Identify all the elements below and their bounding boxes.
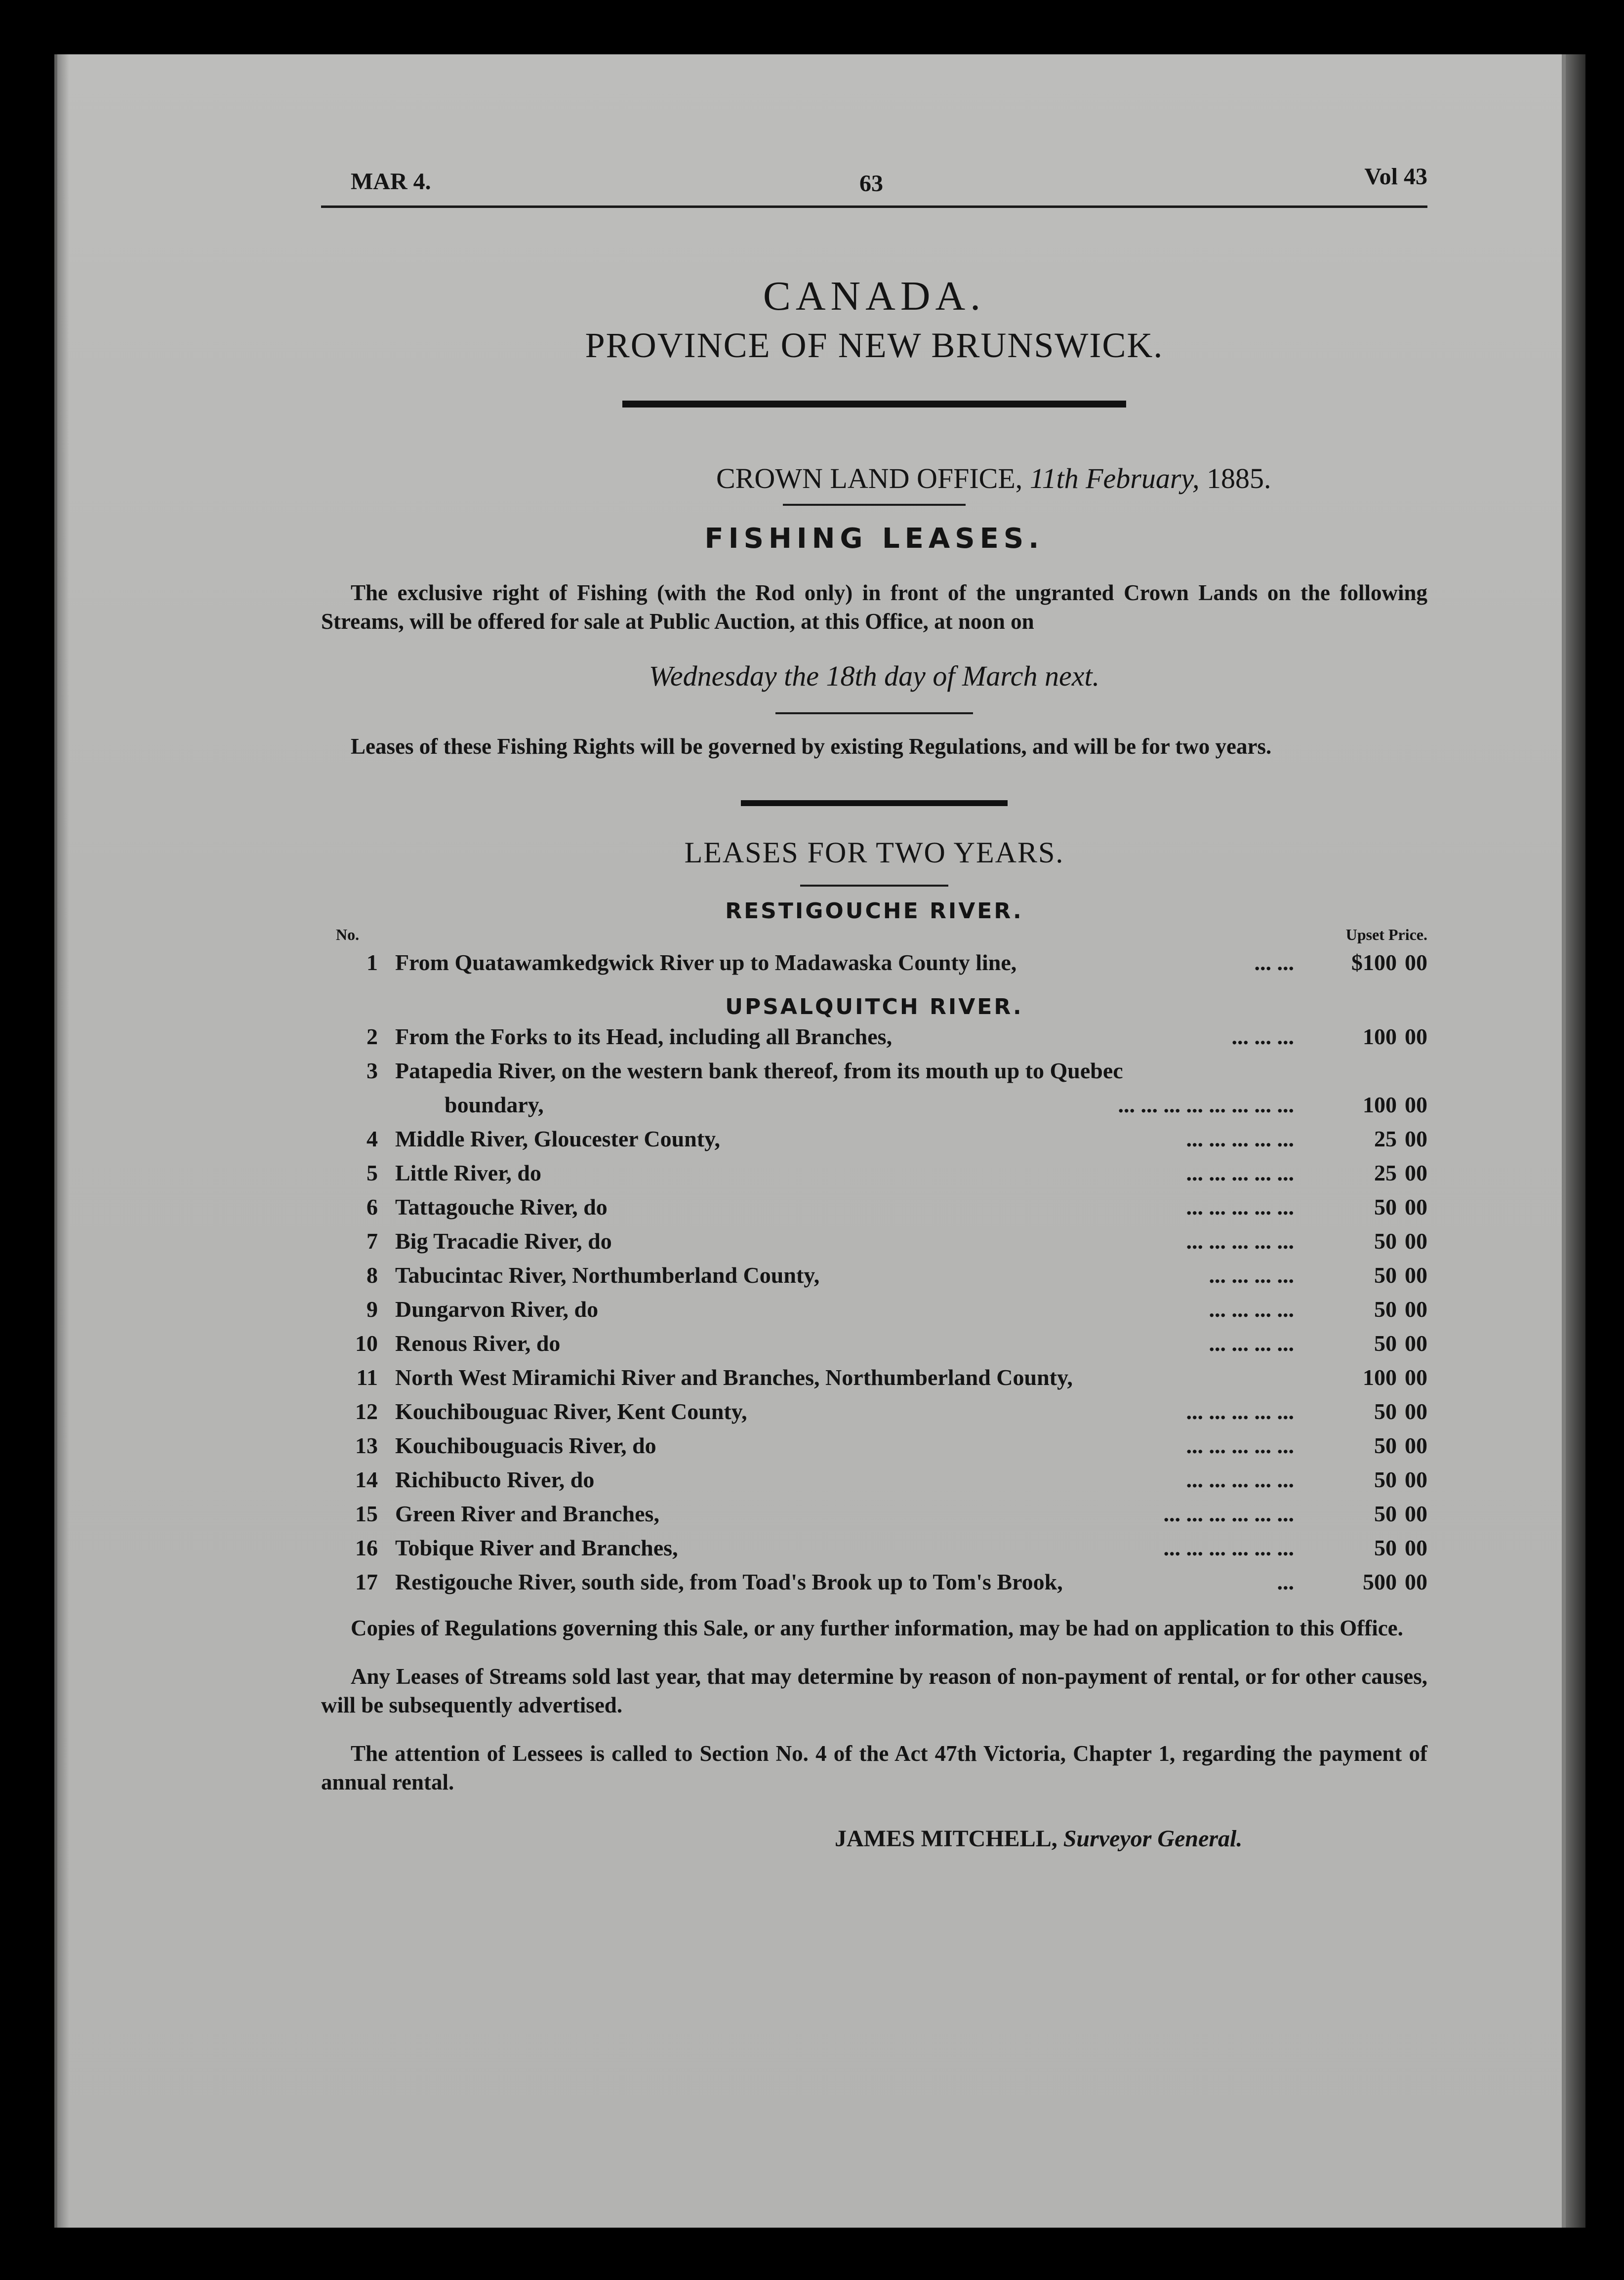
title-country: CANADA. — [763, 273, 986, 319]
row-number: 15 — [355, 1501, 378, 1526]
row-number: 12 — [355, 1399, 378, 1424]
table-row — [321, 1292, 1427, 1326]
page-content — [321, 163, 1427, 1852]
header-rule — [321, 205, 1427, 208]
row-number: 5 — [366, 1160, 378, 1185]
running-header — [321, 163, 1427, 203]
row-upset-price: 50 — [1374, 1331, 1397, 1356]
row-upset-price: 500 — [1363, 1569, 1397, 1594]
row-upset-price: 25 — [1374, 1160, 1397, 1185]
row-description: Middle River, Gloucester County, — [395, 1126, 721, 1151]
row-description: From the Forks to its Head, including all Branches, — [395, 1024, 893, 1049]
signatory-title: Surveyor General. — [1063, 1826, 1243, 1852]
header-volume: Vol 43 — [1364, 163, 1427, 190]
row-number: 4 — [366, 1126, 378, 1151]
row-leader-dots: ... ... ... ... ... — [1186, 1126, 1294, 1151]
row-number: 9 — [366, 1297, 378, 1322]
row-description: Renous River, do — [395, 1331, 561, 1356]
row-price-cents: 00 — [1405, 1501, 1427, 1526]
row-description: Tabucintac River, Northumberland County, — [395, 1262, 820, 1288]
leases-heading: LEASES FOR TWO YEARS. — [684, 836, 1064, 869]
row-number: 11 — [356, 1365, 378, 1390]
row-leader-dots: ... ... ... ... ... — [1186, 1194, 1294, 1220]
table-row — [321, 945, 1427, 979]
table-row — [321, 1565, 1427, 1599]
row-description: Richibucto River, do — [395, 1467, 595, 1492]
row-price-cents: 00 — [1405, 1024, 1427, 1049]
table-row — [321, 1054, 1427, 1088]
row-leader-dots: ... ... ... ... ... — [1186, 1399, 1294, 1424]
row-description: Dungarvon River, do — [395, 1297, 599, 1322]
section-rule — [741, 800, 1008, 806]
non-payment-note: Any Leases of Streams sold last year, that may determine by reason of non-payment of rental, or for other causes, will be subsequently advertised. — [321, 1664, 1427, 1717]
row-description: Kouchibouguac River, Kent County, — [395, 1399, 747, 1424]
table-row — [321, 1224, 1427, 1258]
page-gutter-shadow — [54, 54, 69, 2228]
row-upset-price: 50 — [1374, 1194, 1397, 1220]
row-description: Kouchibouguacis River, do — [395, 1433, 656, 1458]
row-price-cents: 00 — [1405, 1535, 1427, 1560]
table-row — [321, 1463, 1427, 1497]
signature-line — [835, 1825, 1427, 1852]
row-number: 10 — [355, 1331, 378, 1356]
header-date: MAR 4. — [351, 168, 431, 195]
table-row — [321, 1190, 1427, 1224]
section-heading-upsalquitch: UPSALQUITCH RIVER. — [725, 994, 1023, 1019]
table-row — [321, 1360, 1427, 1394]
table-row — [321, 1531, 1427, 1565]
row-description: Tattagouche River, do — [395, 1194, 608, 1220]
office-name: CROWN LAND OFFICE, — [716, 462, 1023, 494]
row-description: boundary, — [445, 1092, 544, 1117]
table-row — [321, 1428, 1427, 1463]
row-leader-dots: ... ... ... ... ... — [1186, 1433, 1294, 1458]
table-row — [321, 1326, 1427, 1360]
row-price-cents: 00 — [1405, 1126, 1427, 1151]
notice-heading: FISHING LEASES. — [704, 523, 1044, 555]
title-province: PROVINCE OF NEW BRUNSWICK. — [585, 326, 1164, 365]
row-description: From Quatawamkedgwick River up to Madawaska County line, — [395, 950, 1017, 975]
table-row — [321, 1258, 1427, 1292]
row-price-cents: 00 — [1405, 1467, 1427, 1492]
table-row — [321, 1088, 1427, 1122]
page-edge — [1566, 54, 1585, 2228]
row-number: 6 — [366, 1194, 378, 1220]
row-leader-dots: ... ... ... — [1231, 1024, 1294, 1049]
row-price-cents: 00 — [1405, 1331, 1427, 1356]
row-number: 13 — [355, 1433, 378, 1458]
attention-note: The attention of Lessees is called to Section No. 4 of the Act 47th Victoria, Chapter 1, regarding the payment of annual rental. — [321, 1741, 1427, 1794]
row-price-cents: 00 — [1405, 1297, 1427, 1322]
signatory-name: JAMES MITCHELL, — [835, 1826, 1057, 1852]
row-price-cents: 00 — [1405, 1160, 1427, 1185]
row-number: 14 — [355, 1467, 378, 1492]
row-description: North West Miramichi River and Branches, Northumberland County, — [395, 1365, 1073, 1390]
row-upset-price: 50 — [1374, 1433, 1397, 1458]
row-leader-dots: ... ... ... ... — [1209, 1262, 1294, 1288]
row-upset-price: 100 — [1363, 1365, 1397, 1390]
row-number: 16 — [355, 1535, 378, 1560]
row-description: Little River, do — [395, 1160, 541, 1185]
notice-terms: Leases of these Fishing Rights will be governed by existing Regulations, and will be for two years. — [351, 734, 1272, 759]
row-number: 7 — [366, 1228, 378, 1254]
table-row — [321, 1019, 1427, 1054]
row-upset-price: 25 — [1374, 1126, 1397, 1151]
row-description: Green River and Branches, — [395, 1501, 659, 1526]
row-upset-price: 50 — [1374, 1501, 1397, 1526]
row-price-cents: 00 — [1405, 1092, 1427, 1117]
row-upset-price: 50 — [1374, 1399, 1397, 1424]
header-page-number: 63 — [859, 170, 883, 197]
upsalquitch-list — [321, 1019, 1427, 1599]
table-row — [321, 1156, 1427, 1190]
office-year: 1885. — [1206, 462, 1271, 494]
auction-rule — [775, 712, 973, 714]
row-price-cents: 00 — [1405, 1194, 1427, 1220]
table-row — [321, 1394, 1427, 1428]
regulations-note: Copies of Regulations governing this Sale, or any further information, may be had on application to this Office. — [351, 1616, 1403, 1640]
column-labels — [321, 926, 1427, 945]
row-leader-dots: ... ... ... ... ... ... ... ... — [1118, 1092, 1294, 1117]
row-number: 2 — [366, 1024, 378, 1049]
row-price-cents: 00 — [1405, 1365, 1427, 1390]
row-upset-price: 100 — [1363, 1024, 1397, 1049]
office-date: 11th February, — [1029, 462, 1200, 494]
row-description: Patapedia River, on the western bank thereof, from its mouth up to Quebec — [395, 1058, 1123, 1083]
column-price-label: Upset Price. — [1345, 926, 1427, 943]
row-upset-price: 50 — [1374, 1467, 1397, 1492]
row-price-cents: 00 — [1405, 1399, 1427, 1424]
section-heading-restigouche: RESTIGOUCHE RIVER. — [725, 898, 1023, 924]
restigouche-list — [321, 945, 1427, 979]
row-number: 3 — [366, 1058, 378, 1083]
row-leader-dots: ... ... ... ... ... ... — [1163, 1501, 1294, 1526]
row-upset-price: 50 — [1374, 1297, 1397, 1322]
row-description: Restigouche River, south side, from Toad's Brook up to Tom's Brook, — [395, 1569, 1063, 1594]
row-leader-dots: ... ... ... ... ... — [1186, 1228, 1294, 1254]
row-upset-price: 50 — [1374, 1535, 1397, 1560]
row-upset-price: 100 — [1363, 1092, 1397, 1117]
office-dateline — [716, 462, 1427, 495]
row-leader-dots: ... ... — [1254, 950, 1294, 975]
row-number: 8 — [366, 1262, 378, 1288]
row-price-cents: 00 — [1405, 950, 1427, 975]
row-upset-price: 50 — [1374, 1228, 1397, 1254]
column-no-label: No. — [336, 926, 360, 943]
row-number: 17 — [355, 1569, 378, 1594]
row-leader-dots: ... ... ... ... — [1209, 1331, 1294, 1356]
row-description: Tobique River and Branches, — [395, 1535, 678, 1560]
row-leader-dots: ... ... ... ... ... — [1186, 1160, 1294, 1185]
row-leader-dots: ... ... ... ... ... — [1186, 1467, 1294, 1492]
row-price-cents: 00 — [1405, 1433, 1427, 1458]
table-row — [321, 1122, 1427, 1156]
row-description: Big Tracadie River, do — [395, 1228, 612, 1254]
office-rule — [783, 504, 966, 506]
row-upset-price: $100 — [1351, 950, 1397, 975]
row-leader-dots: ... — [1277, 1569, 1294, 1594]
row-price-cents: 00 — [1405, 1262, 1427, 1288]
row-leader-dots: ... ... ... ... — [1209, 1297, 1294, 1322]
row-price-cents: 00 — [1405, 1228, 1427, 1254]
row-number: 1 — [366, 950, 378, 975]
row-leader-dots: ... ... ... ... ... ... — [1163, 1535, 1294, 1560]
leases-rule — [800, 885, 948, 887]
notice-intro: The exclusive right of Fishing (with the Rod only) in front of the ungranted Crown Lands on the following Streams, will be offered for sale at Public Auction, at this Office, at noon on — [321, 580, 1427, 634]
auction-date: Wednesday the 18th day of March next. — [649, 660, 1100, 692]
row-price-cents: 00 — [1405, 1569, 1427, 1594]
row-upset-price: 50 — [1374, 1262, 1397, 1288]
title-rule — [622, 401, 1126, 407]
table-row — [321, 1497, 1427, 1531]
